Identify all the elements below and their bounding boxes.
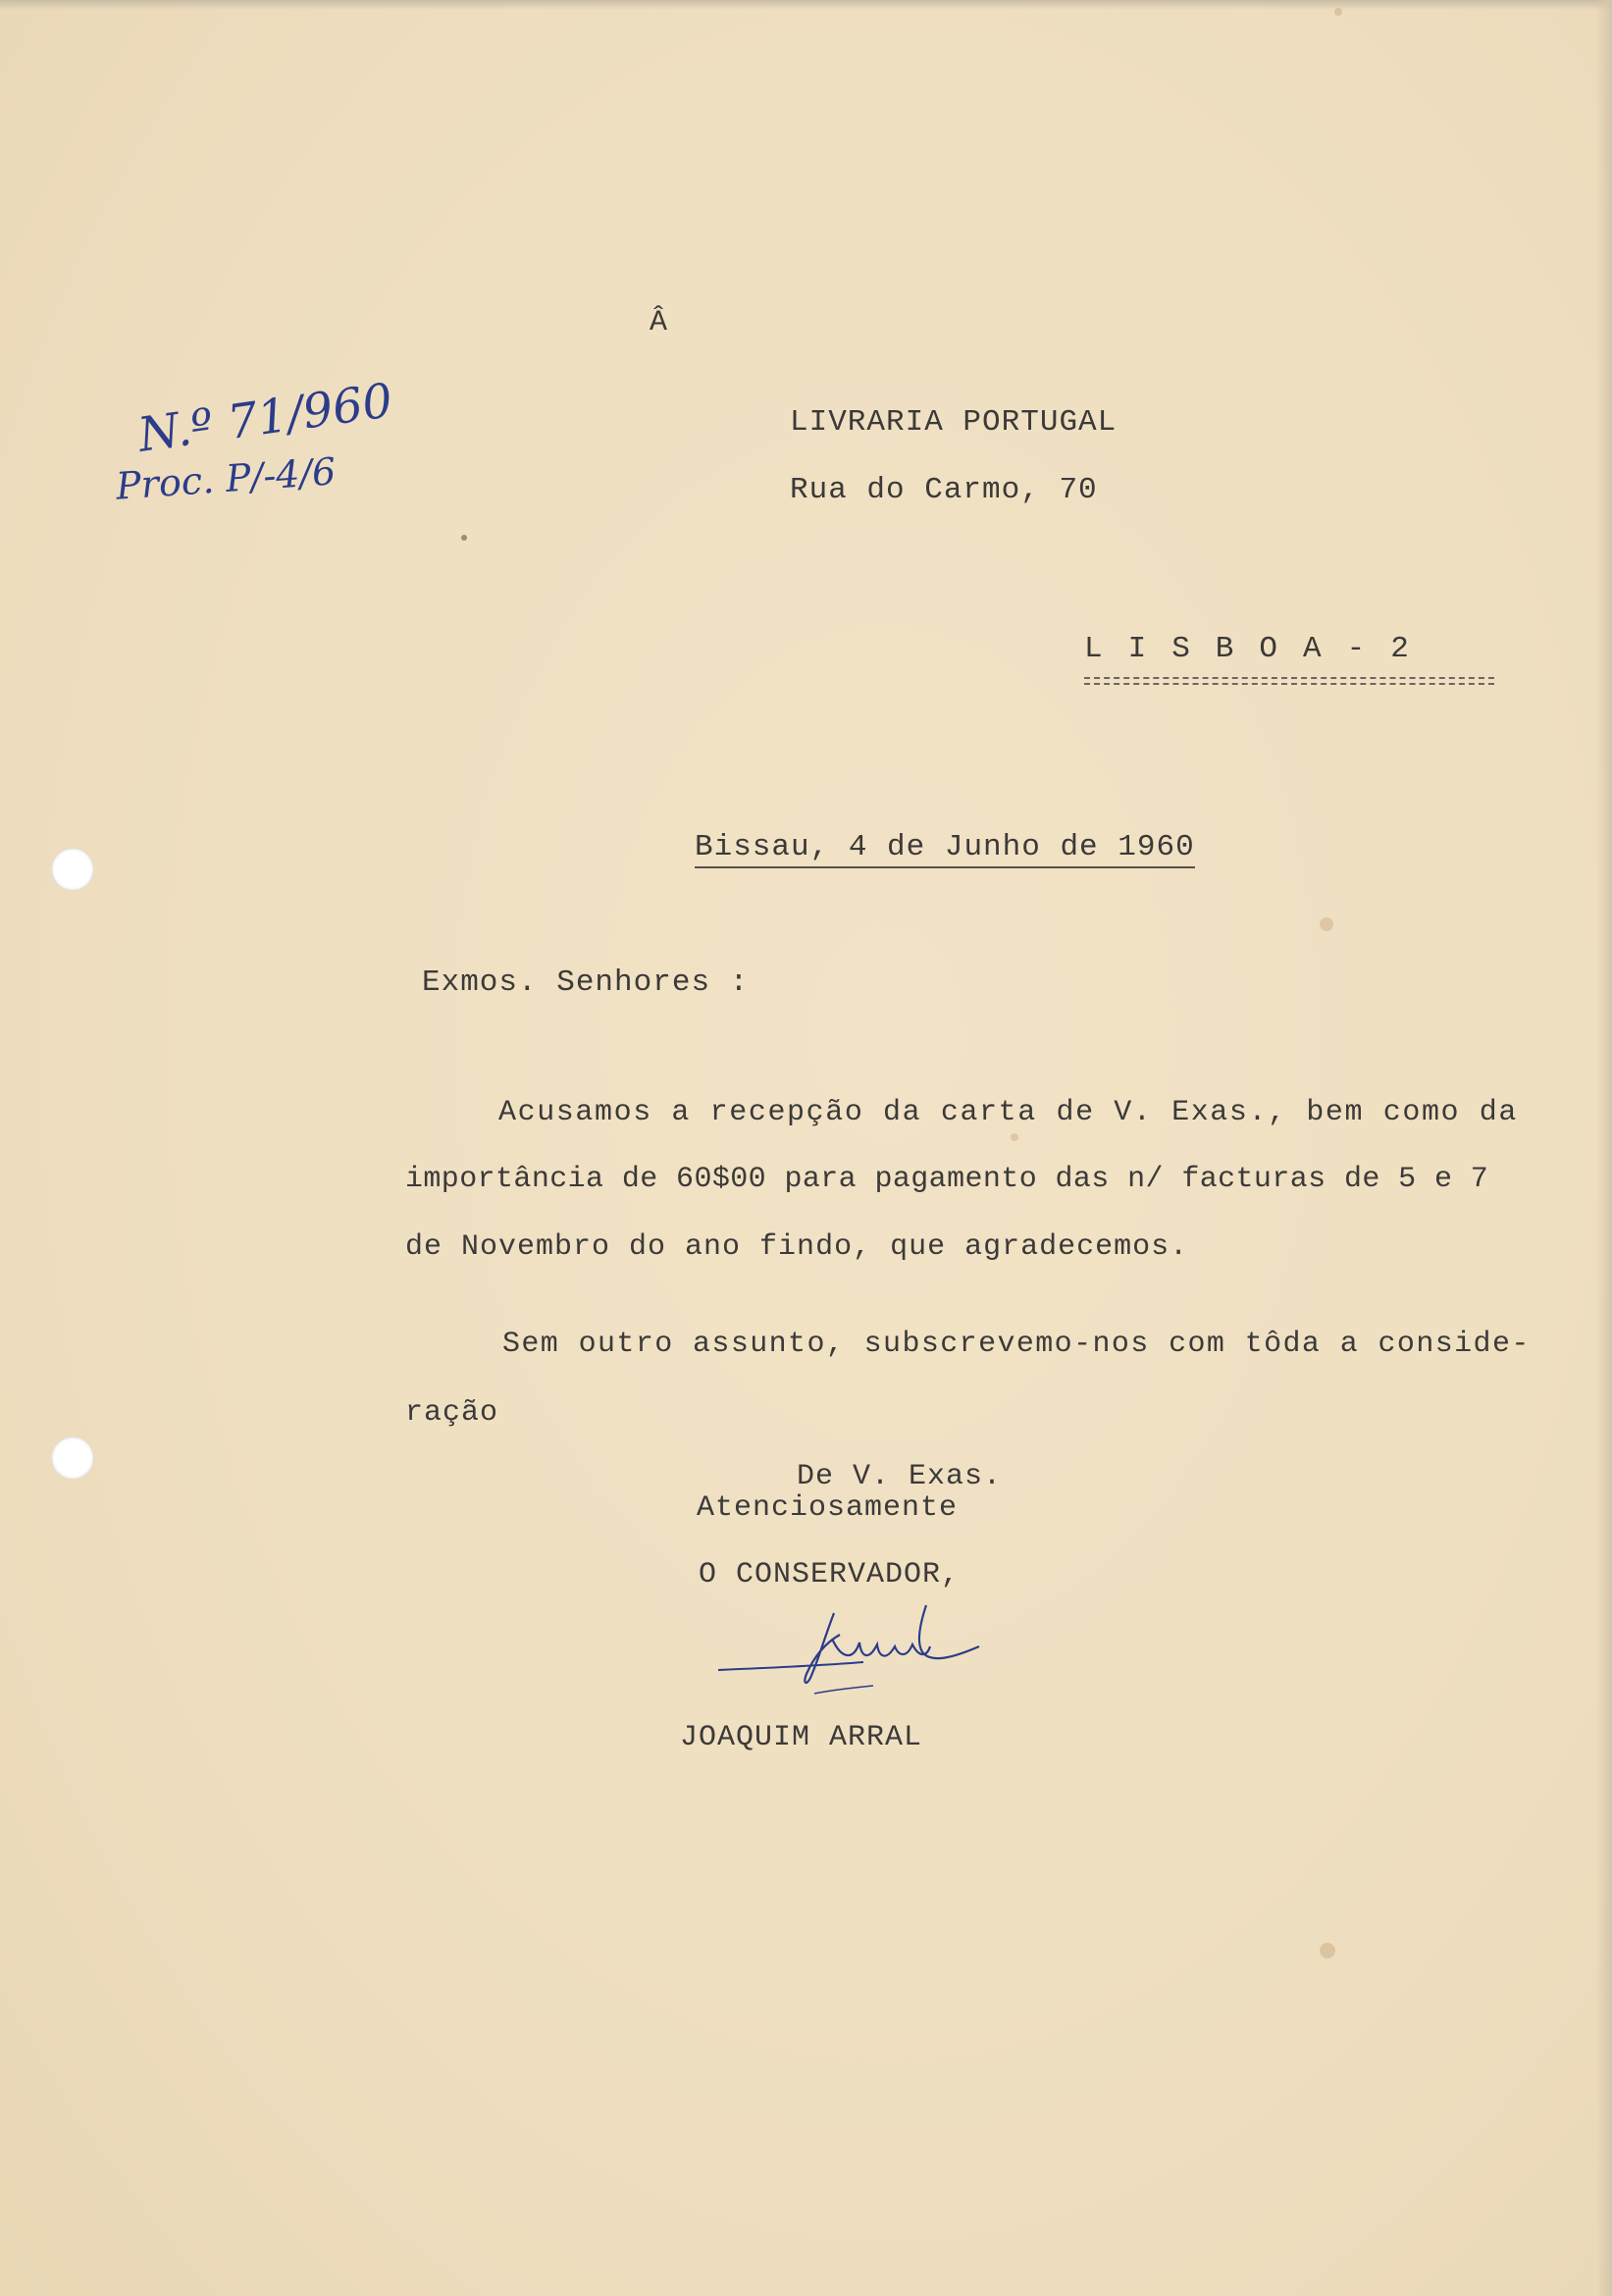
closing-line1: De V. Exas. [797, 1460, 1003, 1493]
paper-right-edge [1596, 0, 1612, 2296]
place-date: Bissau, 4 de Junho de 1960 [695, 830, 1195, 868]
body-p2-line1: Sem outro assunto, subscrevemo-nos com tôda a conside- [502, 1328, 1531, 1361]
signatory-name: JOAQUIM ARRAL [680, 1721, 923, 1754]
handwritten-reference-line2: Proc. P/-4/6 [114, 449, 338, 508]
body-p1-line3: de Novembro do ano findo, que agradecemos. [405, 1230, 1189, 1264]
punch-hole-upper [51, 848, 94, 891]
paper-top-edge [0, 0, 1612, 10]
body-p1-line1: Acusamos a recepção da carta de V. Exas., bem como da [498, 1096, 1518, 1129]
recipient-street: Rua do Carmo, 70 [790, 473, 1098, 507]
accent-mark: Â [650, 306, 669, 339]
body-p2-line2: ração [405, 1396, 499, 1430]
city-double-rule [1084, 677, 1494, 685]
handwritten-signature [716, 1599, 1001, 1717]
recipient-name: LIVRARIA PORTUGAL [790, 405, 1118, 440]
punch-hole-lower [51, 1436, 94, 1480]
body-p1-line2: importância de 60$00 para pagamento das n/ facturas de 5 e 7 [405, 1163, 1489, 1196]
closing-role: O CONSERVADOR, [699, 1558, 961, 1592]
salutation: Exmos. Senhores : [422, 965, 750, 1000]
handwritten-reference-line1: N.º 71/960 [134, 373, 396, 463]
closing-line2: Atenciosamente [697, 1491, 959, 1525]
recipient-city: LISBOA-2 [1084, 632, 1434, 666]
